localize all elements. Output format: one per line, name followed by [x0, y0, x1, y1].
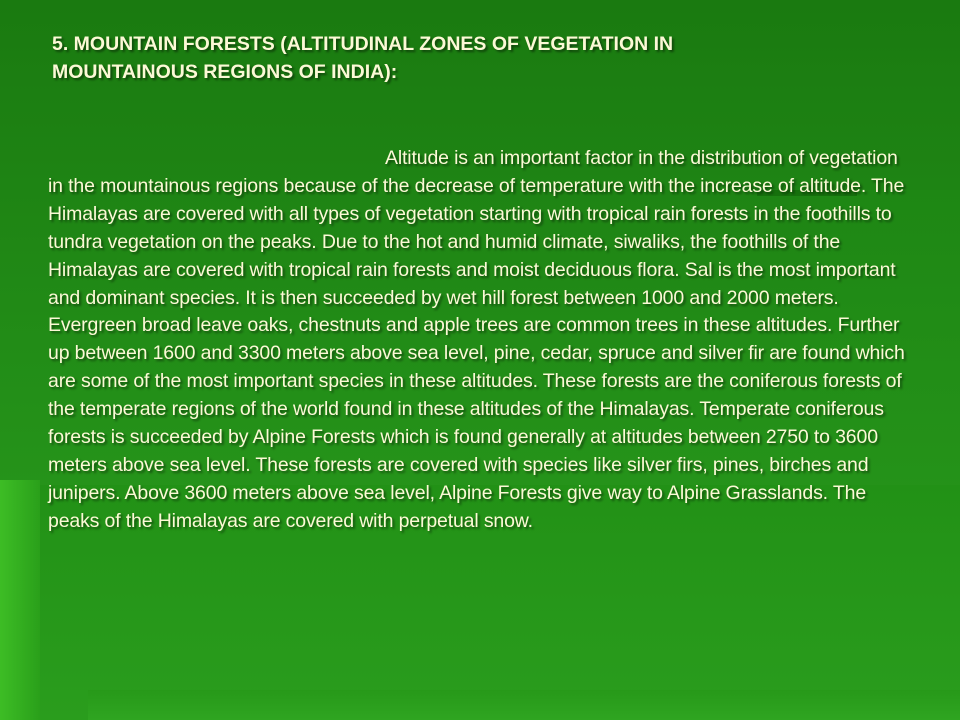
- slide-content: [48, 30, 912, 536]
- slide-title-line-2: MOUNTAINOUS REGIONS OF INDIA):: [52, 61, 398, 83]
- slide-body-paragraph: Altitude is an important factor in the distribution of vegetation in the mountainous regions because of the decrease of temperature with the increase of altitude. The Himalayas are covered with all types of vegetation starting with tropical rain forests in the foothills to tundra vegetation on the peaks. Due to the hot and humid climate, siwaliks, the foothills of the Himalayas are covered with tropical rain forests and moist deciduous flora. Sal is the most important and dominant species. It is then succeeded by wet hill forest between 1000 and 2000 meters. Evergreen broad leave oaks, chestnuts and apple trees are common trees in these altitudes. Further up between 1600 and 3300 meters above sea level, pine, cedar, spruce and silver fir are found which are some of the most important species in these altitudes. These forests are the coniferous forests of the temperate regions of the world found in these altitudes of the Himalayas. Temperate coniferous forests is succeeded by Alpine Forests which is found generally at altitudes between 2750 to 3600 meters above sea level. These forests are covered with species like silver firs, pines, birches and junipers. Above 3600 meters above sea level, Alpine Forests give way to Alpine Grasslands. The peaks of the Himalayas are covered with perpetual snow.: [48, 147, 905, 532]
- slide-title-line-1: 5. MOUNTAIN FORESTS (ALTITUDINAL ZONES OF VEGETATION IN: [52, 33, 674, 55]
- background-shade-left: [0, 480, 40, 720]
- slide-title: [52, 30, 912, 86]
- background-bottom-strip: [88, 690, 960, 720]
